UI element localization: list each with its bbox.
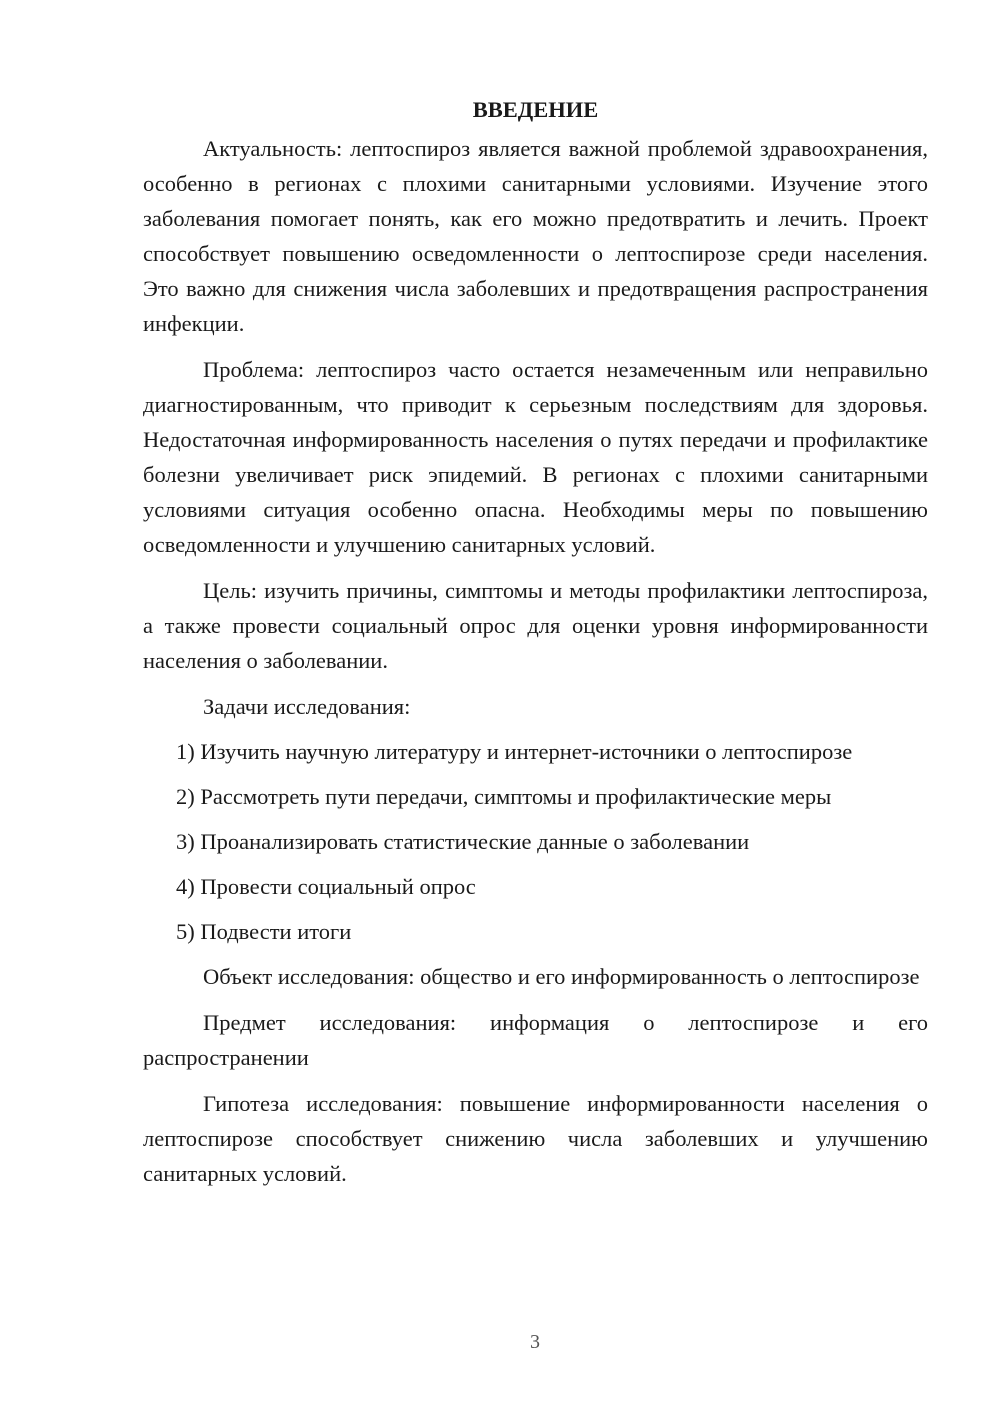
task-item: 1) Изучить научную литературу и интернет-источники о лептоспирозе — [176, 739, 853, 764]
task-item: 5) Подвести итоги — [176, 919, 352, 944]
problem-paragraph: Проблема: лептоспироз часто остается незамеченным или неправильно диагностированным, что приводит к серьезным последствиям для здоровья. Недостаточная информированность населения о путях передачи и профилактике болезни увеличивает риск эпидемий. В регионах с плохими санитарными условиями ситуация особенно опасна. Необходимы меры по повышению осведомленности и улучшению санитарных условий. — [143, 357, 928, 557]
object-paragraph: Объект исследования: общество и его информированность о лептоспирозе — [203, 964, 920, 989]
relevance-paragraph: Актуальность: лептоспироз является важной проблемой здравоохранения, особенно в регионах с плохими санитарными условиями. Изучение этого заболевания помогает понять, как его можно предотвратить и лечить. Проект способствует повышению осведомленности о лептоспирозе среди населения. Это важно для снижения числа заболевших и предотвращения распространения инфекции. — [143, 136, 928, 336]
subject-paragraph: Предмет исследования: информация о лептоспирозе и его распространении — [143, 1010, 928, 1070]
task-item: 4) Провести социальный опрос — [176, 874, 476, 899]
task-item: 3) Проанализировать статистические данные о заболевании — [176, 829, 750, 854]
page-number: 3 — [530, 1331, 540, 1353]
task-item: 2) Рассмотреть пути передачи, симптомы и профилактические меры — [176, 784, 832, 809]
goal-paragraph: Цель: изучить причины, симптомы и методы профилактики лептоспироза, а также провести социальный опрос для оценки уровня информированности населения о заболевании. — [143, 578, 928, 673]
page-title: ВВЕДЕНИЕ — [472, 97, 599, 122]
page-content — [143, 92, 928, 1202]
tasks-heading: Задачи исследования: — [203, 694, 411, 719]
hypothesis-paragraph: Гипотеза исследования: повышение информированности населения о лептоспирозе способствует снижению числа заболевших и улучшению санитарных условий. — [143, 1091, 928, 1186]
tasks-list — [143, 734, 928, 949]
